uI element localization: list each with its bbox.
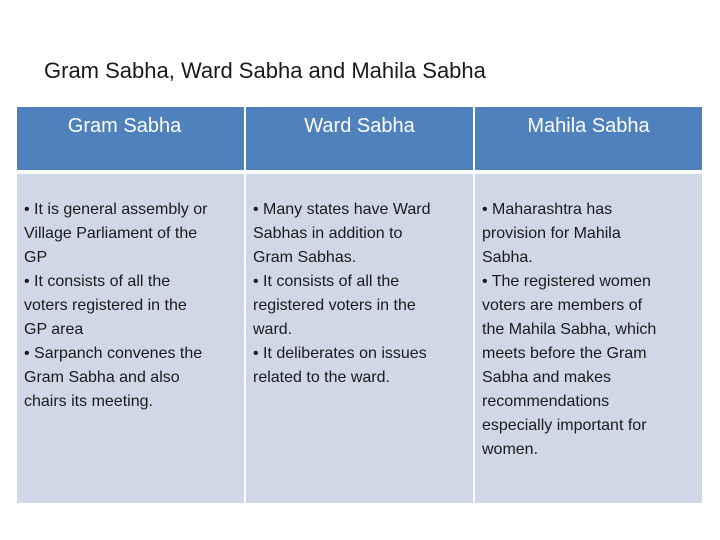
cell-gram-sabha: [17, 174, 244, 503]
cell-line: voters registered in the: [24, 297, 187, 314]
cell-line: • It consists of all the: [24, 273, 171, 290]
header-ward-sabha: Ward Sabha: [246, 107, 473, 170]
header-mahila-sabha: Mahila Sabha: [475, 107, 702, 170]
cell-mahila-sabha: [475, 174, 702, 503]
cell-line: • Sarpanch convenes the: [24, 345, 203, 362]
slide-title: Gram Sabha, Ward Sabha and Mahila Sabha: [44, 58, 486, 83]
cell-line: • It deliberates on issues: [253, 345, 427, 362]
cell-line: GP area: [24, 321, 84, 338]
cell-line: recommendations: [482, 393, 610, 410]
cell-line: voters are members of: [482, 297, 643, 314]
cell-line: Sabha and makes: [482, 369, 611, 386]
cell-line: registered voters in the: [253, 297, 416, 314]
cell-line: Sabhas in addition to: [253, 225, 403, 242]
cell-line: Village Parliament of the: [24, 225, 198, 242]
cell-line: meets before the Gram: [482, 345, 647, 362]
header-gram-sabha: Gram Sabha: [17, 107, 244, 170]
cell-line: Sabha.: [482, 249, 533, 266]
cell-line: • Many states have Ward: [253, 201, 431, 218]
cell-line: Gram Sabhas.: [253, 249, 357, 266]
cell-line: Gram Sabha and also: [24, 369, 180, 386]
cell-line: chairs its meeting.: [24, 393, 153, 410]
cell-line: • It consists of all the: [253, 273, 400, 290]
comparison-table: [17, 107, 702, 503]
cell-line: • It is general assembly or: [24, 201, 208, 218]
cell-line: the Mahila Sabha, which: [482, 321, 657, 338]
cell-line: ward.: [253, 321, 293, 338]
cell-line: GP: [24, 249, 48, 266]
cell-line: • The registered women: [482, 273, 651, 290]
cell-ward-sabha: [246, 174, 473, 503]
cell-line: women.: [482, 441, 539, 458]
cell-line: provision for Mahila: [482, 225, 621, 242]
cell-line: especially important for: [482, 417, 647, 434]
cell-line: related to the ward.: [253, 369, 390, 386]
cell-line: • Maharashtra has: [482, 201, 613, 218]
